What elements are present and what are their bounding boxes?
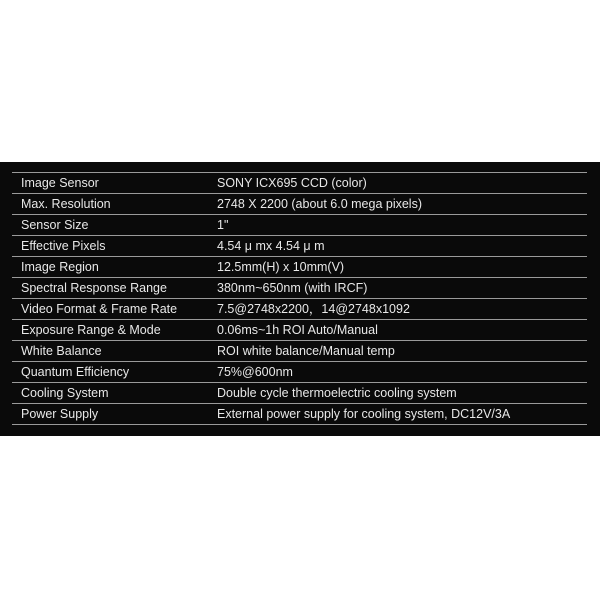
spec-value: 4.54 μ mx 4.54 μ m [207, 236, 587, 257]
spec-value: ROI white balance/Manual temp [207, 341, 587, 362]
spec-label: Sensor Size [12, 215, 207, 236]
spec-label: Image Region [12, 257, 207, 278]
spec-label: White Balance [12, 341, 207, 362]
spec-panel [0, 162, 600, 436]
spec-value: Double cycle thermoelectric cooling system [207, 383, 587, 404]
spec-value: 1" [207, 215, 587, 236]
table-row [12, 278, 587, 299]
table-row [12, 299, 587, 320]
table-row [12, 257, 587, 278]
spec-value: 7.5@2748x2200，14@2748x1092 [207, 299, 587, 320]
spec-label: Effective Pixels [12, 236, 207, 257]
table-row [12, 236, 587, 257]
spec-table [12, 172, 587, 425]
spec-value: 12.5mm(H) x 10mm(V) [207, 257, 587, 278]
table-row [12, 404, 587, 425]
spec-label: Cooling System [12, 383, 207, 404]
table-row [12, 362, 587, 383]
spec-label: Max. Resolution [12, 194, 207, 215]
table-row [12, 173, 587, 194]
table-row [12, 383, 587, 404]
spec-label: Exposure Range & Mode [12, 320, 207, 341]
spec-value: External power supply for cooling system, DC12V/3A [207, 404, 587, 425]
table-row [12, 194, 587, 215]
spec-label: Spectral Response Range [12, 278, 207, 299]
spec-label: Quantum Efficiency [12, 362, 207, 383]
spec-value: SONY ICX695 CCD (color) [207, 173, 587, 194]
spec-label: Image Sensor [12, 173, 207, 194]
spec-value: 380nm~650nm (with IRCF) [207, 278, 587, 299]
spec-label: Video Format & Frame Rate [12, 299, 207, 320]
spec-value: 2748 X 2200 (about 6.0 mega pixels) [207, 194, 587, 215]
table-row [12, 320, 587, 341]
table-row [12, 341, 587, 362]
spec-value: 75%@600nm [207, 362, 587, 383]
spec-value: 0.06ms~1h ROI Auto/Manual [207, 320, 587, 341]
spec-label: Power Supply [12, 404, 207, 425]
table-row [12, 215, 587, 236]
